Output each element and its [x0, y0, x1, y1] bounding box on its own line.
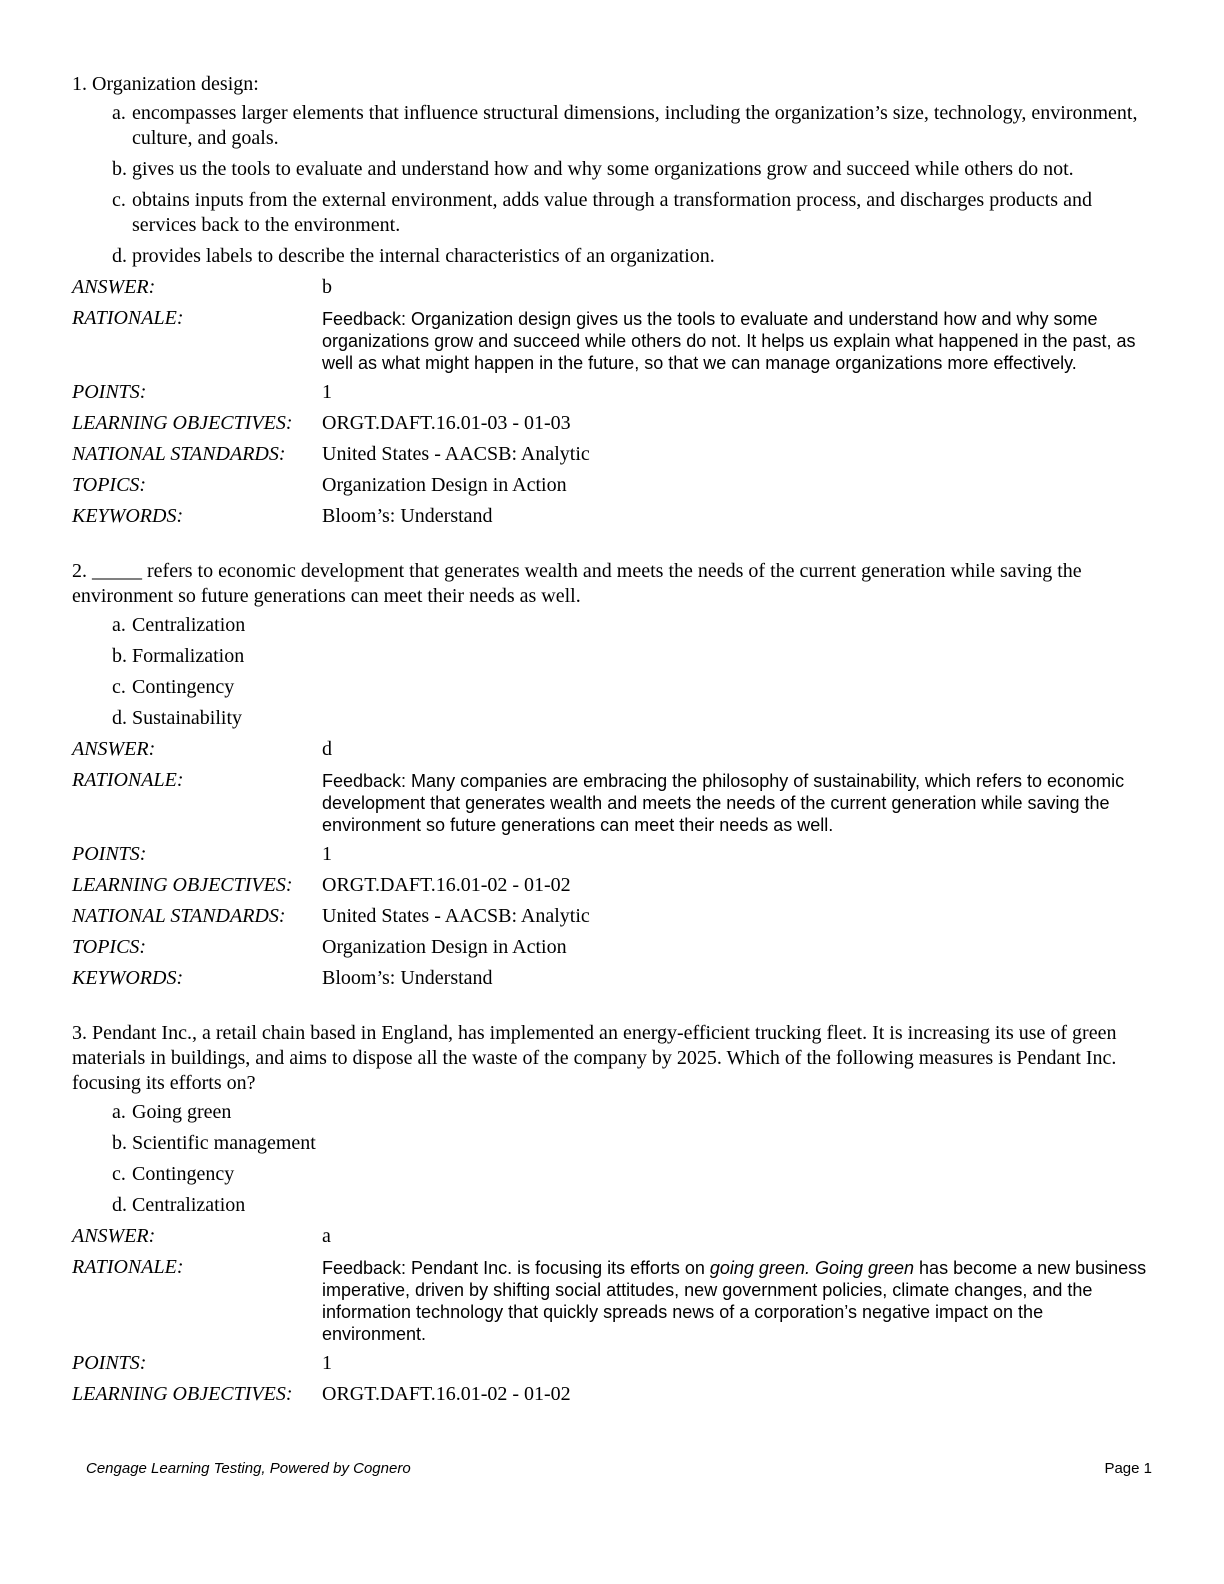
national-standards-row: [72, 442, 1152, 467]
answer-label: ANSWER:: [72, 738, 156, 760]
answer-label: ANSWER:: [72, 1225, 156, 1247]
learning-objectives-label: LEARNING OBJECTIVES:: [72, 412, 293, 434]
rationale-label: RATIONALE:: [72, 769, 184, 791]
keywords-row: [72, 504, 1152, 529]
topics-label: TOPICS:: [72, 936, 147, 958]
learning-objectives-value: ORGT.DAFT.16.01-02 - 01-02: [322, 874, 571, 896]
rationale-value: Feedback: Many companies are embracing the philosophy of sustainability, which refers to economic development that generates wealth and meets the needs of the current generation while saving the environment so future generations can meet their needs as well.: [322, 771, 1125, 835]
option-text: gives us the tools to evaluate and understand how and why some organizations grow and succeed while others do not.: [132, 158, 1074, 180]
learning-objectives-value: ORGT.DAFT.16.01-02 - 01-02: [322, 1383, 571, 1405]
keywords-row: [72, 966, 1152, 991]
option-letter: a.: [112, 1101, 126, 1123]
points-label: POINTS:: [72, 1352, 147, 1374]
rationale-row: [72, 306, 1152, 374]
question-stem: 3. Pendant Inc., a retail chain based in England, has implemented an energy-efficient trucking fleet. It is increasing its use of green materials in buildings, and aims to dispose all the waste of the company by 2025. Which of the following measures is Pendant Inc. focusing its efforts on?: [72, 1022, 1117, 1094]
option-text: encompasses larger elements that influence structural dimensions, including the organization’s size, technology, environment, culture, and goals.: [132, 102, 1138, 149]
answer-row: [72, 275, 1152, 300]
option-d: [72, 1193, 1152, 1218]
rationale-value: Feedback: Organization design gives us the tools to evaluate and understand how and why some organizations grow and succeed while others do not. It helps us explain what happened in the past, as well as what might happen in the future, so that we can manage organizations more effectively.: [322, 309, 1136, 373]
points-label: POINTS:: [72, 843, 147, 865]
learning-objectives-row: [72, 1382, 1152, 1407]
keywords-value: Bloom’s: Understand: [322, 505, 493, 527]
option-a: [72, 1100, 1152, 1125]
answer-row: [72, 1224, 1152, 1249]
option-b: [72, 644, 1152, 669]
question-1: [72, 72, 1152, 529]
option-d: [72, 706, 1152, 731]
topics-value: Organization Design in Action: [322, 936, 567, 958]
learning-objectives-row: [72, 411, 1152, 436]
learning-objectives-label: LEARNING OBJECTIVES:: [72, 874, 293, 896]
topics-row: [72, 935, 1152, 960]
option-c: [72, 1162, 1152, 1187]
option-text: provides labels to describe the internal characteristics of an organization.: [132, 245, 715, 267]
answer-value: a: [322, 1225, 331, 1247]
points-label: POINTS:: [72, 381, 147, 403]
answer-options: [72, 101, 1152, 269]
learning-objectives-value: ORGT.DAFT.16.01-03 - 01-03: [322, 412, 571, 434]
option-text: Formalization: [132, 645, 245, 667]
national-standards-row: [72, 904, 1152, 929]
rationale-row: [72, 1255, 1152, 1345]
option-letter: c.: [112, 1163, 126, 1185]
option-text: Going green: [132, 1101, 232, 1123]
option-letter: b.: [112, 1132, 127, 1154]
option-letter: d.: [112, 707, 127, 729]
option-letter: c.: [112, 676, 126, 698]
page-footer: [86, 1460, 1152, 1477]
points-value: 1: [322, 1352, 332, 1374]
option-text: Contingency: [132, 676, 235, 698]
option-b: [72, 1131, 1152, 1156]
keywords-label: KEYWORDS:: [72, 505, 184, 527]
option-letter: b.: [112, 645, 127, 667]
learning-objectives-label: LEARNING OBJECTIVES:: [72, 1383, 293, 1405]
option-text: Centralization: [132, 614, 246, 636]
option-a: [72, 613, 1152, 638]
option-text: Contingency: [132, 1163, 235, 1185]
question-stem: 2. _____ refers to economic development that generates wealth and meets the needs of the current generation while saving the environment so future generations can meet their needs as well.: [72, 560, 1082, 607]
option-letter: a.: [112, 102, 126, 124]
question-2: [72, 559, 1152, 991]
rationale-label: RATIONALE:: [72, 307, 184, 329]
topics-row: [72, 473, 1152, 498]
answer-options: [72, 613, 1152, 731]
topics-value: Organization Design in Action: [322, 474, 567, 496]
option-text: obtains inputs from the external environment, adds value through a transformation process, and discharges products and services back to the environment.: [132, 189, 1092, 236]
national-standards-label: NATIONAL STANDARDS:: [72, 443, 286, 465]
points-row: [72, 1351, 1152, 1376]
option-c: [72, 675, 1152, 700]
national-standards-value: United States - AACSB: Analytic: [322, 443, 590, 465]
rationale-text: has become a new business imperative, driven by shifting social attitudes, new government policies, climate changes, and the information technology that quickly spreads news of a corporation’s negative impact on the environment.: [322, 1258, 1147, 1344]
option-letter: b.: [112, 158, 127, 180]
keywords-label: KEYWORDS:: [72, 967, 184, 989]
answer-row: [72, 737, 1152, 762]
option-text: Scientific management: [132, 1132, 316, 1154]
option-c: [72, 188, 1152, 238]
document-page: [72, 72, 1152, 1423]
option-d: [72, 244, 1152, 269]
rationale-emphasis: going green. Going green: [709, 1258, 915, 1278]
answer-value: b: [322, 276, 332, 298]
option-text: Sustainability: [132, 707, 242, 729]
option-letter: d.: [112, 245, 127, 267]
option-text: Centralization: [132, 1194, 246, 1216]
rationale-label: RATIONALE:: [72, 1256, 184, 1278]
national-standards-value: United States - AACSB: Analytic: [322, 905, 590, 927]
option-letter: a.: [112, 614, 126, 636]
keywords-value: Bloom’s: Understand: [322, 967, 493, 989]
topics-label: TOPICS:: [72, 474, 147, 496]
option-letter: c.: [112, 189, 126, 211]
rationale-value: [322, 1255, 1152, 1345]
learning-objectives-row: [72, 873, 1152, 898]
answer-value: d: [322, 738, 332, 760]
answer-options: [72, 1100, 1152, 1218]
page-number: Page 1: [1104, 1460, 1152, 1477]
option-letter: d.: [112, 1194, 127, 1216]
answer-label: ANSWER:: [72, 276, 156, 298]
points-row: [72, 842, 1152, 867]
question-3: [72, 1021, 1152, 1407]
rationale-text: Feedback: Pendant Inc. is focusing its efforts on: [322, 1258, 710, 1278]
points-row: [72, 380, 1152, 405]
question-stem: 1. Organization design:: [72, 73, 259, 95]
option-a: [72, 101, 1152, 151]
points-value: 1: [322, 381, 332, 403]
rationale-row: [72, 768, 1152, 836]
footer-credit: Cengage Learning Testing, Powered by Cognero: [86, 1460, 411, 1477]
national-standards-label: NATIONAL STANDARDS:: [72, 905, 286, 927]
points-value: 1: [322, 843, 332, 865]
option-b: [72, 157, 1152, 182]
